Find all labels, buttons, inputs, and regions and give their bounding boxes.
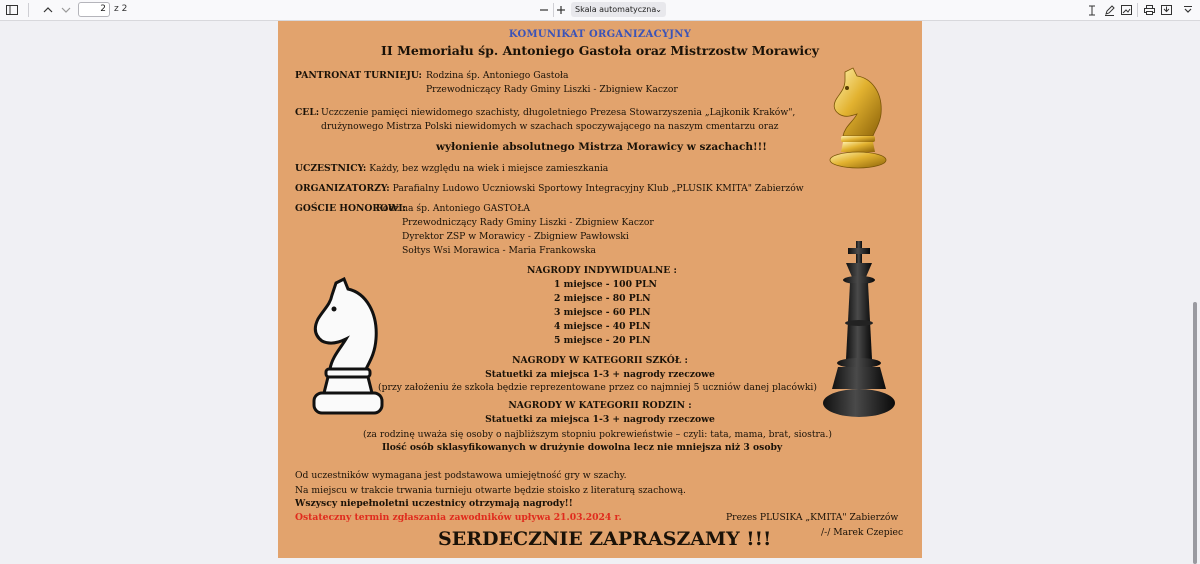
page-number-input[interactable]: 2 — [78, 2, 110, 17]
plus-icon[interactable] — [553, 2, 569, 18]
goscie-item: Sołtys Wsi Morawica - Maria Frankowska — [402, 245, 597, 256]
rodzin-bold2: Ilość osób sklasyfikowanych w drużynie dowolna lecz nie mniejsza niż 3 osoby — [382, 442, 783, 453]
download-icon[interactable] — [1158, 2, 1174, 18]
rodzin-note: (za rodzinę uważa się osoby o najbliższym stopniu pokrewieństwie – czyli: tata, mama, brat, siostra.) — [363, 429, 832, 440]
print-icon[interactable] — [1141, 2, 1157, 18]
szkol-note: (przy założeniu że szkoła będzie reprezentowane przez co najmniej 5 uczniów danej placówki) — [378, 382, 817, 393]
cel-bold: wyłonienie absolutnego Mistrza Morawicy w szachach!!! — [436, 141, 767, 153]
signature-line-1: Prezes PLUSIKA „KMITA" Zabierzów — [726, 512, 899, 523]
vertical-scrollbar[interactable] — [1193, 302, 1197, 564]
nagroda-row: 4 miejsce - 40 PLN — [554, 321, 651, 332]
footer-line-1: Od uczestników wymagana jest podstawowa umiejętność gry w szachy. — [295, 470, 627, 481]
menu-icon[interactable] — [1180, 2, 1196, 18]
toolbar-divider — [28, 3, 29, 17]
cel-line-2: drużynowego Mistrza Polski niewidomych w szachach spoczywającego na naszym cmentarzu oraz — [321, 121, 779, 132]
closing-text: SERDECZNIE ZAPRASZAMY !!! — [438, 528, 772, 550]
pdf-toolbar — [0, 0, 1200, 21]
image-icon[interactable] — [1118, 2, 1134, 18]
goscie-item: Dyrektor ZSP w Morawicy - Zbigniew Pawłowski — [402, 231, 629, 242]
deadline: Ostateczny termin zgłaszania zawodników upływa 21.03.2024 r. — [295, 512, 622, 523]
szkol-bold: Statuetki za miejsca 1-3 + nagrody rzeczowe — [485, 369, 715, 380]
doc-header: KOMUNIKAT ORGANIZACYJNY — [508, 29, 692, 40]
white-knight-icon — [306, 277, 388, 427]
zoom-select-label: Skala automatyczna — [575, 5, 657, 14]
goscie-label: GOŚCIE HONOROWI: — [295, 203, 407, 214]
cel-label: CEL: — [295, 107, 320, 118]
rodzin-title: NAGRODY W KATEGORII RODZIN : — [508, 400, 692, 411]
toolbar-divider — [1137, 3, 1138, 17]
nagrody-ind-title: NAGRODY INDYWIDUALNE : — [527, 265, 677, 276]
black-king-icon — [820, 239, 900, 429]
uczestnicy-label: UCZESTNICY: — [295, 163, 367, 174]
gold-knight-icon — [823, 66, 893, 171]
organizatorzy-text: Parafialny Ludowo Uczniowski Sportowy Integracyjny Klub „PLUSIK KMITA" Zabierzów — [392, 183, 804, 194]
chevron-down-icon[interactable] — [58, 2, 74, 18]
nagroda-row: 2 miejsce - 80 PLN — [554, 293, 651, 304]
uczestnicy-text: Każdy, bez względu na wiek i miejsce zamieszkania — [369, 163, 609, 174]
nagroda-row: 5 miejsce - 20 PLN — [554, 335, 651, 346]
minus-icon[interactable] — [536, 2, 552, 18]
doc-title: II Memoriału śp. Antoniego Gastoła oraz Mistrzostw Morawicy — [381, 43, 819, 58]
uczestnicy-line — [295, 163, 608, 174]
chevron-up-icon[interactable] — [40, 2, 56, 18]
szkol-title: NAGRODY W KATEGORII SZKÓŁ : — [512, 355, 688, 366]
organizatorzy-label: ORGANIZATORZY: — [295, 183, 390, 194]
sidebar-toggle-icon[interactable] — [4, 2, 20, 18]
footer-line-2: Na miejscu w trakcie trwania turnieju otwarte będzie stoisko z literaturą szachową. — [295, 485, 686, 496]
patronat-line-2: Przewodniczący Rady Gminy Liszki - Zbigniew Kaczor — [426, 84, 678, 95]
nagroda-row: 3 miejsce - 60 PLN — [554, 307, 651, 318]
patronat-label: PANTRONAT TURNIEJU: — [295, 70, 422, 81]
chevron-down-icon: ⌄ — [655, 5, 662, 14]
rodzin-bold: Statuetki za miejsca 1-3 + nagrody rzeczowe — [485, 414, 715, 425]
zoom-select[interactable] — [571, 2, 666, 17]
goscie-item: Rodzina śp. Antoniego GASTOŁA — [376, 203, 530, 214]
footer-bold: Wszyscy niepełnoletni uczestnicy otrzymają nagrody!! — [295, 498, 573, 509]
page-total: z 2 — [114, 4, 128, 14]
text-cursor-icon[interactable] — [1084, 2, 1100, 18]
pdf-page — [278, 21, 922, 558]
nagroda-row: 1 miejsce - 100 PLN — [554, 279, 657, 290]
pen-icon[interactable] — [1101, 2, 1117, 18]
patronat-line-1: Rodzina śp. Antoniego Gastoła — [426, 70, 569, 81]
goscie-item: Przewodniczący Rady Gminy Liszki - Zbigniew Kaczor — [402, 217, 654, 228]
cel-line-1: Uczczenie pamięci niewidomego szachisty, długoletniego Prezesa Stowarzyszenia „Lajkonik Kraków", — [321, 107, 796, 118]
signature-line-2: /-/ Marek Czepiec — [821, 527, 904, 538]
organizatorzy-line — [295, 183, 804, 194]
